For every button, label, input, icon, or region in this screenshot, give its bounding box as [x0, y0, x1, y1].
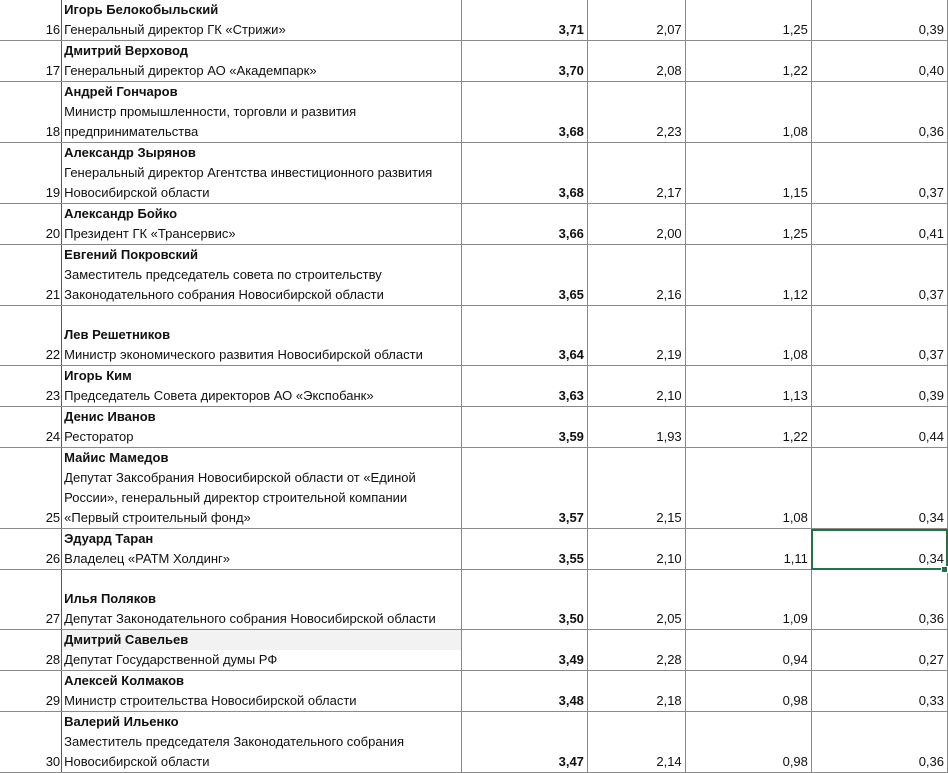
rating-cell[interactable]: 3,55 — [461, 529, 587, 570]
rating-cell[interactable]: 3,64 — [461, 306, 587, 366]
score-b-cell[interactable]: 1,13 — [685, 366, 811, 407]
score-c-cell[interactable]: 0,39 — [811, 0, 947, 41]
rating-cell[interactable]: 3,71 — [461, 0, 587, 41]
person-position-line: предпринимательства — [64, 124, 199, 139]
score-b-cell[interactable]: 1,22 — [685, 407, 811, 448]
person-position-line: Генеральный директор Агентства инвестиционного развития — [64, 165, 433, 180]
score-b-cell[interactable]: 1,15 — [685, 143, 811, 204]
person-position-line: Министр строительства Новосибирской области — [64, 693, 357, 708]
person-position-line: Министр промышленности, торговли и развития — [64, 104, 357, 119]
person-position-line: Министр экономического развития Новосибирской области — [64, 347, 423, 362]
person-position-line: Ресторатор — [64, 429, 134, 444]
name-position-cell[interactable] — [62, 570, 462, 630]
person-position-line: Председатель Совета директоров АО «Экспобанк» — [64, 388, 374, 403]
name-position-cell[interactable] — [62, 41, 462, 82]
name-position-cell[interactable] — [62, 529, 462, 570]
score-c-cell[interactable]: 0,36 — [811, 570, 947, 630]
score-a-cell[interactable]: 2,17 — [587, 143, 685, 204]
score-b-cell[interactable]: 1,09 — [685, 570, 811, 630]
score-a-cell[interactable]: 2,07 — [587, 0, 685, 41]
table-row[interactable] — [0, 671, 948, 712]
score-c-cell[interactable]: 0,37 — [811, 143, 947, 204]
rating-cell[interactable]: 3,66 — [461, 204, 587, 245]
score-c-cell[interactable]: 0,44 — [811, 407, 947, 448]
score-a-cell[interactable]: 2,19 — [587, 306, 685, 366]
person-name: Игорь Белокобыльский — [64, 2, 219, 17]
table-row[interactable] — [0, 407, 948, 448]
score-b-cell[interactable]: 1,25 — [685, 0, 811, 41]
score-b-cell[interactable]: 1,22 — [685, 41, 811, 82]
score-b-cell[interactable]: 0,94 — [685, 630, 811, 671]
name-position-cell[interactable] — [62, 306, 462, 366]
rating-cell[interactable]: 3,63 — [461, 366, 587, 407]
person-name: Дмитрий Верховод — [64, 43, 189, 58]
person-position-line: «Первый строительный фонд» — [64, 510, 251, 525]
score-a-cell[interactable]: 2,18 — [587, 671, 685, 712]
person-position-line: Генеральный директор АО «Академпарк» — [64, 63, 317, 78]
rating-cell[interactable]: 3,49 — [461, 630, 587, 671]
rating-cell[interactable]: 3,68 — [461, 143, 587, 204]
rating-cell[interactable]: 3,47 — [461, 712, 587, 773]
person-position-line: Новосибирской области — [64, 185, 210, 200]
table-row[interactable] — [0, 245, 948, 306]
rating-cell[interactable]: 3,59 — [461, 407, 587, 448]
person-position-line: Заместитель председателя Законодательного собрания — [64, 734, 405, 749]
score-c-cell[interactable]: 0,36 — [811, 82, 947, 143]
score-b-cell[interactable]: 1,08 — [685, 448, 811, 529]
table-row[interactable] — [0, 448, 948, 529]
table-row[interactable] — [0, 366, 948, 407]
person-name: Майис Мамедов — [64, 450, 169, 465]
person-name: Эдуард Таран — [64, 531, 154, 546]
row-number-cell[interactable]: 26 — [0, 529, 62, 570]
table-row[interactable] — [0, 0, 948, 41]
person-position-line: Владелец «РАТМ Холдинг» — [64, 551, 231, 566]
row-number-cell[interactable]: 21 — [0, 245, 62, 306]
name-position-cell[interactable] — [62, 407, 462, 448]
row-number-cell[interactable]: 30 — [0, 712, 62, 773]
score-a-cell[interactable]: 2,10 — [587, 366, 685, 407]
score-c-cell[interactable]: 0,37 — [811, 306, 947, 366]
row-number-cell[interactable]: 19 — [0, 143, 62, 204]
row-number-cell[interactable]: 29 — [0, 671, 62, 712]
row-number-cell[interactable]: 25 — [0, 448, 62, 529]
rating-cell[interactable]: 3,48 — [461, 671, 587, 712]
score-b-cell[interactable]: 1,08 — [685, 306, 811, 366]
score-c-cell[interactable]: 0,34 — [811, 448, 947, 529]
person-position-line: Депутат Государственной думы РФ — [64, 652, 278, 667]
score-a-cell[interactable]: 2,16 — [587, 245, 685, 306]
name-position-cell[interactable] — [62, 82, 462, 143]
person-position-line: Законодательного собрания Новосибирской области — [64, 287, 384, 302]
name-position-cell[interactable] — [62, 448, 462, 529]
score-a-cell[interactable]: 2,05 — [587, 570, 685, 630]
rating-cell[interactable]: 3,50 — [461, 570, 587, 630]
score-a-cell[interactable]: 2,28 — [587, 630, 685, 671]
name-position-cell[interactable] — [62, 366, 462, 407]
name-position-cell[interactable] — [62, 204, 462, 245]
name-position-cell[interactable] — [62, 143, 462, 204]
person-position-line: Генеральный директор ГК «Стрижи» — [64, 22, 286, 37]
name-position-cell[interactable] — [62, 712, 462, 773]
score-c-cell[interactable]: 0,36 — [811, 712, 947, 773]
person-name: Александр Бойко — [64, 206, 178, 221]
person-name: Игорь Ким — [64, 368, 132, 383]
person-position-line: Заместитель председатель совета по строительству — [64, 267, 382, 282]
rating-cell[interactable]: 3,57 — [461, 448, 587, 529]
row-number-cell[interactable]: 17 — [0, 41, 62, 82]
fill-handle[interactable] — [941, 566, 948, 573]
table-row[interactable] — [0, 630, 948, 671]
person-name: Евгений Покровский — [64, 247, 198, 262]
name-position-cell[interactable] — [62, 245, 462, 306]
table-row[interactable] — [0, 306, 948, 366]
person-name: Алексей Колмаков — [64, 673, 185, 688]
rating-cell[interactable]: 3,68 — [461, 82, 587, 143]
score-c-cell[interactable]: 0,33 — [811, 671, 947, 712]
name-position-cell[interactable] — [62, 0, 462, 41]
person-position-line: Депутат Законодательного собрания Новосибирской области — [64, 611, 436, 626]
score-c-cell[interactable]: 0,41 — [811, 204, 947, 245]
name-position-cell[interactable] — [62, 671, 462, 712]
score-b-cell[interactable]: 0,98 — [685, 671, 811, 712]
row-number-cell[interactable]: 28 — [0, 630, 62, 671]
rating-cell[interactable]: 3,70 — [461, 41, 587, 82]
person-name: Александр Зырянов — [64, 145, 196, 160]
person-position-line: Президент ГК «Трансервис» — [64, 226, 236, 241]
table-row[interactable] — [0, 529, 948, 570]
score-b-cell[interactable]: 1,08 — [685, 82, 811, 143]
table-row[interactable] — [0, 712, 948, 773]
score-c-cell[interactable]: 0,39 — [811, 366, 947, 407]
rating-cell[interactable]: 3,65 — [461, 245, 587, 306]
person-name: Илья Поляков — [64, 591, 157, 606]
score-a-cell[interactable]: 2,08 — [587, 41, 685, 82]
table-row[interactable] — [0, 41, 948, 82]
name-position-cell[interactable] — [62, 630, 462, 671]
table-row[interactable] — [0, 204, 948, 245]
row-number-cell[interactable]: 23 — [0, 366, 62, 407]
row-number-cell[interactable]: 16 — [0, 0, 62, 41]
row-number-cell[interactable]: 18 — [0, 82, 62, 143]
score-a-cell[interactable]: 2,10 — [587, 529, 685, 570]
score-c-cell[interactable]: 0,34 — [811, 529, 947, 570]
score-a-cell[interactable]: 1,93 — [587, 407, 685, 448]
row-number-cell[interactable]: 22 — [0, 306, 62, 366]
person-position-line: Новосибирской области — [64, 754, 210, 769]
score-b-cell[interactable]: 1,25 — [685, 204, 811, 245]
score-a-cell[interactable]: 2,14 — [587, 712, 685, 773]
score-b-cell[interactable]: 1,11 — [685, 529, 811, 570]
score-b-cell[interactable]: 1,12 — [685, 245, 811, 306]
score-c-cell[interactable]: 0,27 — [811, 630, 947, 671]
row-number-cell[interactable]: 20 — [0, 204, 62, 245]
person-name: Андрей Гончаров — [64, 84, 178, 99]
score-c-cell[interactable]: 0,40 — [811, 41, 947, 82]
table-row[interactable] — [0, 570, 948, 630]
person-name: Денис Иванов — [64, 409, 156, 424]
score-b-cell[interactable]: 0,98 — [685, 712, 811, 773]
person-name: Лев Решетников — [64, 327, 171, 342]
person-name: Дмитрий Савельев — [62, 630, 461, 650]
table-row[interactable] — [0, 143, 948, 204]
person-position-line: России», генеральный директор строительной компании — [64, 490, 408, 505]
table-row[interactable] — [0, 82, 948, 143]
score-a-cell[interactable]: 2,15 — [587, 448, 685, 529]
score-a-cell[interactable]: 2,23 — [587, 82, 685, 143]
row-number-cell[interactable]: 27 — [0, 570, 62, 630]
person-name: Валерий Ильенко — [64, 714, 179, 729]
row-number-cell[interactable]: 24 — [0, 407, 62, 448]
person-position-line: Депутат Заксобрания Новосибирской области от «Единой — [64, 470, 416, 485]
score-a-cell[interactable]: 2,00 — [587, 204, 685, 245]
score-c-cell[interactable]: 0,37 — [811, 245, 947, 306]
